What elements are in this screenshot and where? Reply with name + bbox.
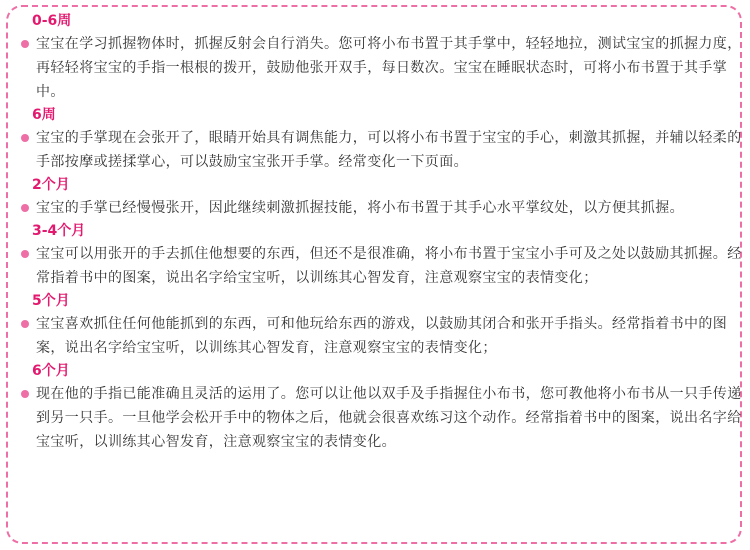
section-2-months	[20, 174, 744, 220]
section-paragraph	[20, 32, 744, 104]
section-text: 宝宝的手掌现在会张开了，眼睛开始具有调焦能力，可以将小布书置于宝宝的手心，刺激其抓握，并辅以轻柔的手部按摩或搓揉掌心，可以鼓励宝宝张开手掌。经常变化一下页面。	[36, 130, 742, 170]
bullet-dot-icon	[21, 320, 29, 328]
section-heading: 6周	[32, 107, 56, 123]
bullet-dot-icon	[21, 390, 29, 398]
section-text: 宝宝的手掌已经慢慢张开，因此继续刺激抓握技能，将小布书置于其手心水平掌纹处，以方便其抓握。	[36, 200, 684, 216]
section-3-4-months	[20, 220, 744, 290]
section-heading: 3-4个月	[32, 223, 86, 239]
section-text: 宝宝喜欢抓住任何他能抓到的东西，可和他玩给东西的游戏，以鼓励其闭合和张开手指头。经常指着书中的图案，说出名字给宝宝听，以训练其心智发育，注意观察宝宝的表情变化；	[36, 316, 728, 356]
section-6-months	[20, 360, 744, 454]
section-paragraph	[20, 312, 744, 360]
section-paragraph	[20, 242, 744, 290]
section-text: 宝宝可以用张开的手去抓住他想要的东西，但还不是很准确，将小布书置于宝宝小手可及之处以鼓励其抓握。经常指着书中的图案，说出名字给宝宝听，以训练其心智发育，注意观察宝宝的表情变化；	[36, 246, 742, 286]
bullet-dot-icon	[21, 134, 29, 142]
section-5-months	[20, 290, 744, 360]
section-text: 宝宝在学习抓握物体时，抓握反射会自行消失。您可将小布书置于其手掌中，轻轻地拉，测试宝宝的抓握力度，再轻轻将宝宝的手指一根根的拨开，鼓励他张开双手，每日数次。宝宝在睡眠状态时，可将小布书置于其手掌中。	[36, 36, 742, 100]
bullet-dot-icon	[21, 40, 29, 48]
section-paragraph	[20, 196, 744, 220]
section-heading: 6个月	[32, 363, 70, 379]
section-heading: 0-6周	[32, 13, 72, 29]
section-6-weeks	[20, 104, 744, 174]
section-paragraph	[20, 126, 744, 174]
bullet-dot-icon	[21, 204, 29, 212]
section-paragraph	[20, 382, 744, 454]
bullet-dot-icon	[21, 250, 29, 258]
section-text: 现在他的手指已能准确且灵活的运用了。您可以让他以双手及手指握住小布书，您可教他将小布书从一只手传递到另一只手。一旦他学会松开手中的物体之后，他就会很喜欢练习这个动作。经常指着书中的图案，说出名字给宝宝听，以训练其心智发育，注意观察宝宝的表情变化。	[36, 386, 742, 450]
content-area	[20, 10, 744, 454]
section-heading: 2个月	[32, 177, 70, 193]
section-0-6-weeks	[20, 10, 744, 104]
section-heading: 5个月	[32, 293, 70, 309]
